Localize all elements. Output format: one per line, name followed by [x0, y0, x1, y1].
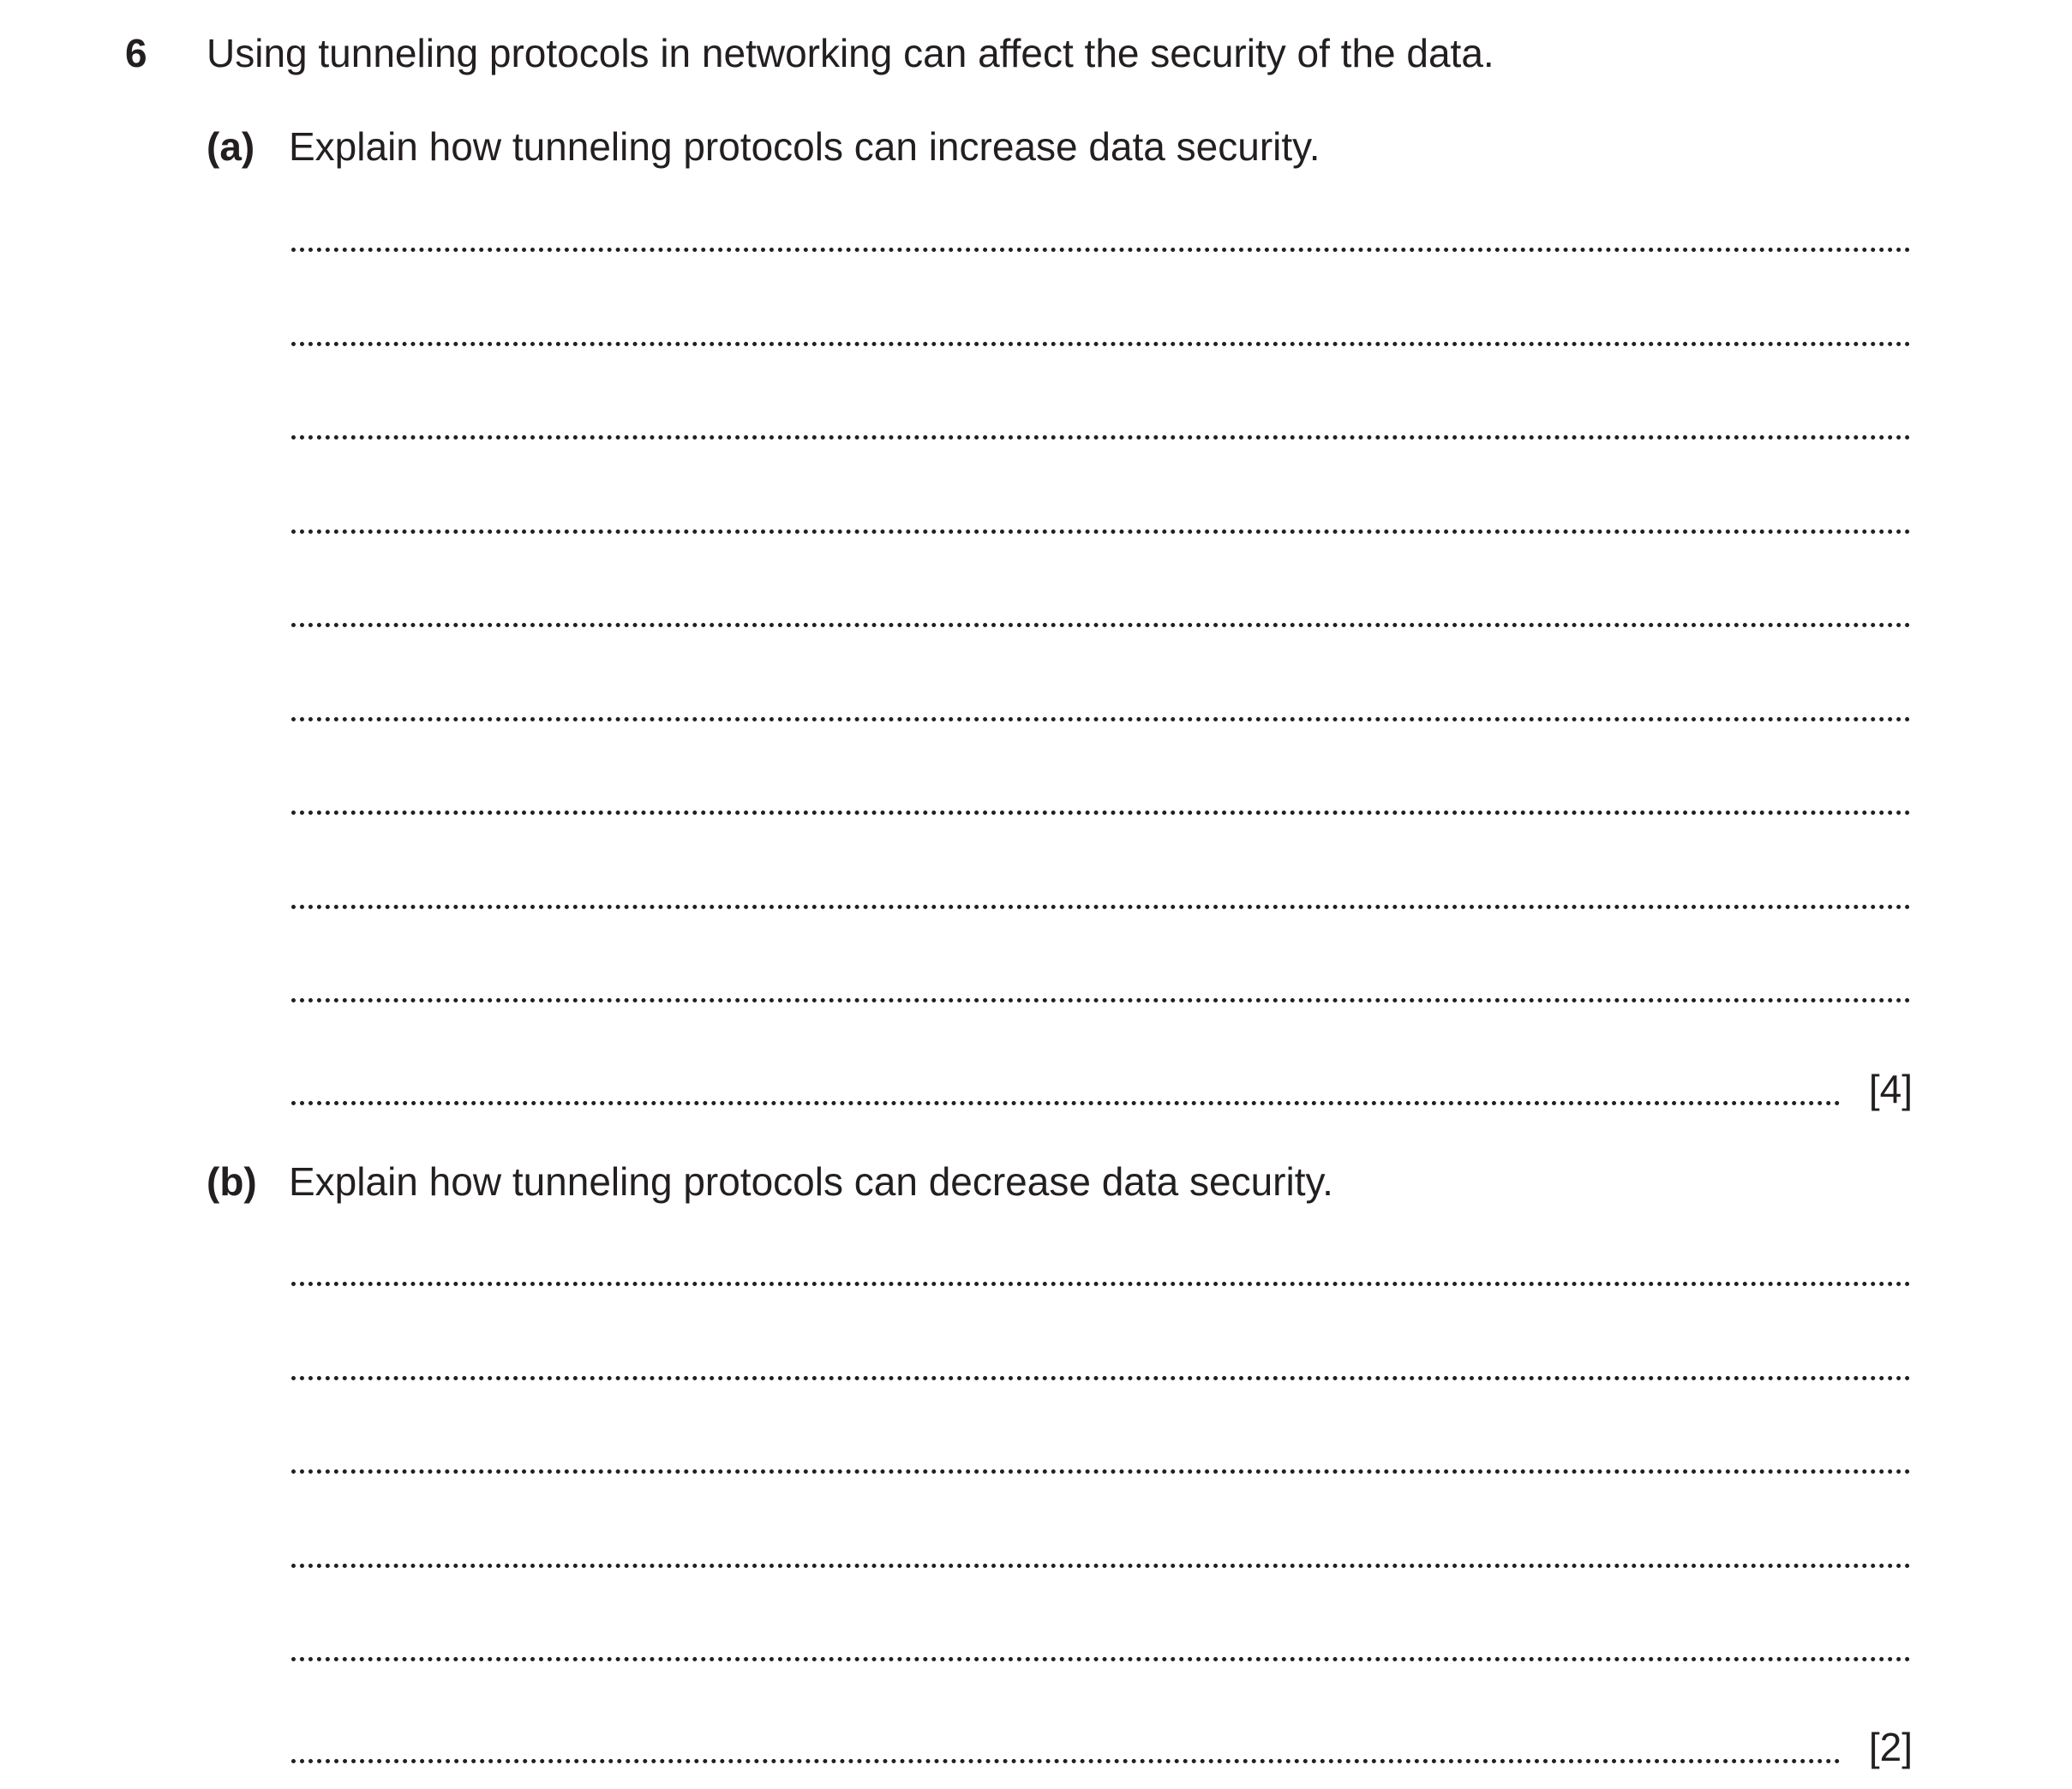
answer-line[interactable] — [291, 1101, 1841, 1105]
part-a-label: (a) — [207, 124, 255, 169]
answer-line[interactable] — [291, 1759, 1841, 1763]
question-number: 6 — [125, 31, 147, 75]
answer-line[interactable] — [291, 717, 1911, 721]
answer-line[interactable] — [291, 1376, 1911, 1380]
part-a-prompt: Explain how tunneling protocols can increase data security. — [289, 124, 1320, 169]
answer-line[interactable] — [291, 811, 1911, 815]
answer-line[interactable] — [291, 435, 1911, 440]
answer-line[interactable] — [291, 998, 1911, 1002]
part-b-label: (b) — [207, 1159, 257, 1204]
answer-line[interactable] — [291, 342, 1911, 346]
answer-line[interactable] — [291, 1282, 1911, 1286]
question-stem: Using tunneling protocols in networking can affect the security of the data. — [207, 31, 1494, 75]
answer-line[interactable] — [291, 905, 1911, 909]
part-b-prompt: Explain how tunneling protocols can decrease data security. — [289, 1159, 1333, 1204]
part-b-marks: [2] — [1868, 1725, 1913, 1769]
answer-line[interactable] — [291, 1657, 1911, 1661]
answer-line[interactable] — [291, 530, 1911, 534]
answer-line[interactable] — [291, 1564, 1911, 1568]
answer-line[interactable] — [291, 1469, 1911, 1474]
answer-line[interactable] — [291, 248, 1911, 252]
part-a-marks: [4] — [1868, 1067, 1913, 1111]
answer-line[interactable] — [291, 623, 1911, 627]
